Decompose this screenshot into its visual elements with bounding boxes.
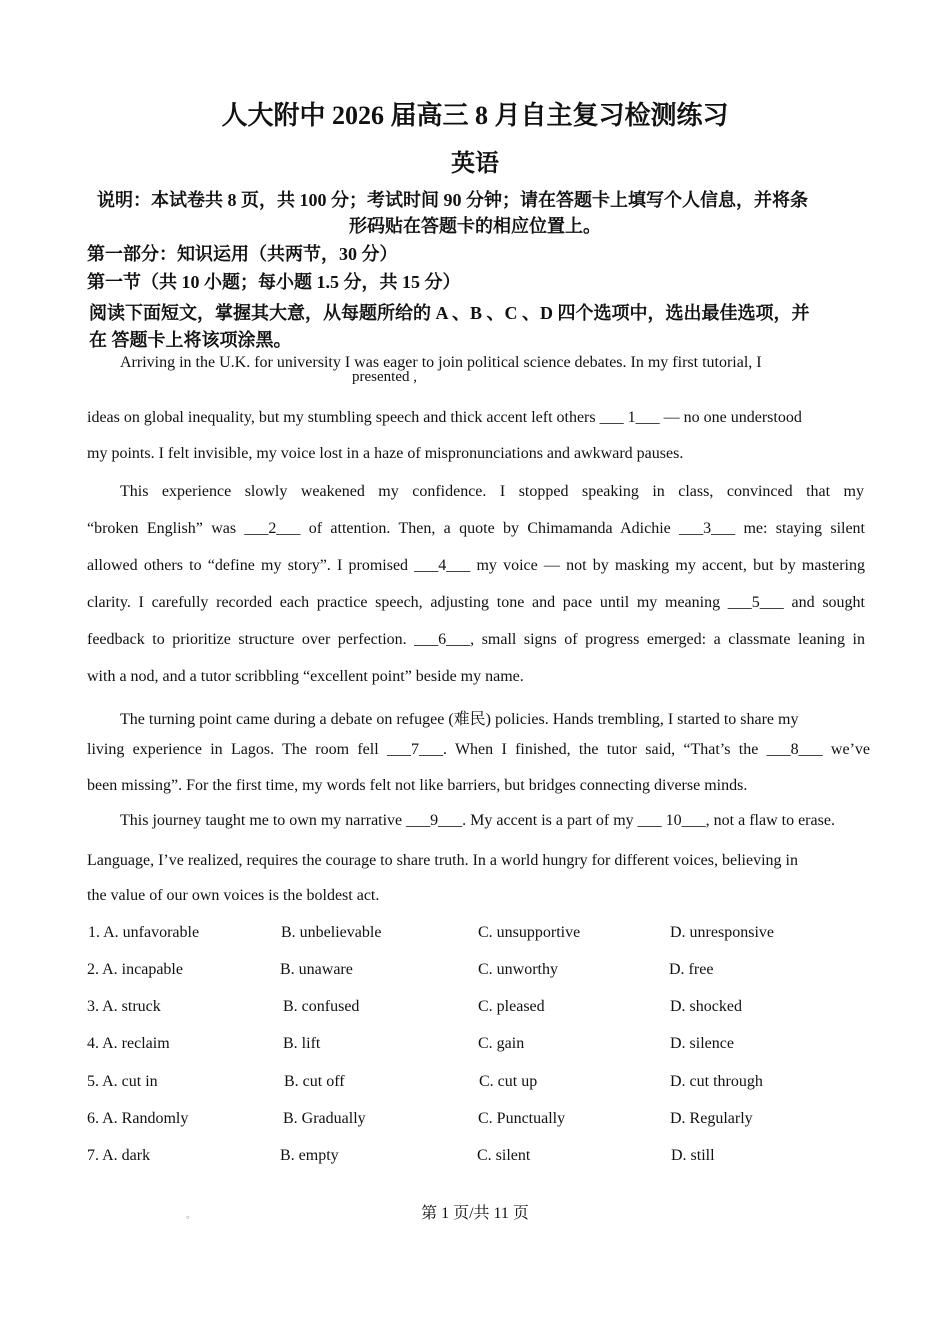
question-5-option-b: B. cut off xyxy=(284,1073,345,1090)
page-footer: 第 1 页/共 11 页 xyxy=(421,1205,529,1222)
passage-p3-line-1: The turning point came during a debate on refugee (难民) policies. Hands trembling, I started to share my xyxy=(120,711,799,728)
question-1-option-d: D. unresponsive xyxy=(670,924,774,941)
question-2-option-a: 2. A. incapable xyxy=(87,961,183,978)
question-4-option-b: B. lift xyxy=(283,1035,321,1052)
question-4-option-d: D. silence xyxy=(670,1035,734,1052)
question-5-option-a: 5. A. cut in xyxy=(87,1073,158,1090)
passage-p3-line-2: living experience in Lagos. The room fell ___7___. When I finished, the tutor said, “That’s the ___8___ we’ve xyxy=(87,741,870,758)
question-2-option-c: C. unworthy xyxy=(478,961,558,978)
question-1-option-a: 1. A. unfavorable xyxy=(88,924,200,941)
directions-line-1: 阅读下面短文，掌握其大意，从每题所给的 A 、B 、C 、D 四个选项中，选出最佳选项，并 xyxy=(89,303,810,323)
question-6-option-b: B. Gradually xyxy=(283,1110,366,1127)
passage-p3-line-3: been missing”. For the first time, my words felt not like barriers, but bridges connecting diverse minds. xyxy=(87,777,748,794)
question-3-option-c: C. pleased xyxy=(478,998,545,1015)
passage-p4-line-2: Language, I’ve realized, requires the courage to share truth. In a world hungry for different voices, believing in xyxy=(87,852,798,869)
question-3-option-d: D. shocked xyxy=(670,998,742,1015)
section-heading: 第一节（共 10 小题；每小题 1.5 分，共 15 分） xyxy=(87,272,461,292)
passage-p1-line-1: Arriving in the U.K. for university I was eager to join political science debates. In my first tutorial, I xyxy=(120,354,762,371)
question-2-option-d: D. free xyxy=(669,961,714,978)
question-5-option-c: C. cut up xyxy=(479,1073,538,1090)
question-6-option-c: C. Punctually xyxy=(478,1110,566,1127)
passage-p4-line-1: This journey taught me to own my narrative ___9___. My accent is a part of my ___ 10___, not a flaw to erase. xyxy=(120,812,835,829)
question-3-option-a: 3. A. struck xyxy=(87,998,161,1015)
passage-p2-line-5: feedback to prioritize structure over perfection. ___6___, small signs of progress emerged: a classmate leaning in xyxy=(87,631,865,648)
footer-dot: 。 xyxy=(186,1210,196,1221)
question-3-option-b: B. confused xyxy=(283,998,360,1015)
passage-p1-line-2: ideas on global inequality, but my stumbling speech and thick accent left others ___ 1___ — no one understood xyxy=(87,409,802,426)
question-1-option-c: C. unsupportive xyxy=(478,924,581,941)
instructions-line-1: 说明：本试卷共 8 页，共 100 分；考试时间 90 分钟；请在答题卡上填写个人信息，并将条 xyxy=(97,190,808,210)
passage-p2-line-3: allowed others to “define my story”. I promised ___4___ my voice — not by masking my accent, but by mastering xyxy=(87,557,865,574)
passage-p2-line-6: with a nod, and a tutor scribbling “excellent point” beside my name. xyxy=(87,668,524,685)
directions-line-2: 在 答题卡上将该项涂黑。 xyxy=(89,330,292,350)
passage-p2-line-2: “broken English” was ___2___ of attention. Then, a quote by Chimamanda Adichie ___3___ me: staying silent xyxy=(87,520,865,537)
subject-title: 英语 xyxy=(451,151,499,177)
exam-title: 人大附中 2026 届高三 8 月自主复习检测练习 xyxy=(221,101,729,130)
passage-p1-presented: presented , xyxy=(352,369,417,385)
question-6-option-a: 6. A. Randomly xyxy=(87,1110,189,1127)
question-4-option-a: 4. A. reclaim xyxy=(87,1035,170,1052)
passage-p2-line-4: clarity. I carefully recorded each practice speech, adjusting tone and pace until my meaning ___5___ and sought xyxy=(87,594,865,611)
question-2-option-b: B. unaware xyxy=(280,961,353,978)
instructions-line-2: 形码贴在答题卡的相应位置上。 xyxy=(349,216,601,236)
question-6-option-d: D. Regularly xyxy=(670,1110,753,1127)
passage-p4-line-3: the value of our own voices is the boldest act. xyxy=(87,887,380,904)
part-heading: 第一部分：知识运用（共两节，30 分） xyxy=(87,244,398,264)
question-7-option-b: B. empty xyxy=(280,1147,339,1164)
question-4-option-c: C. gain xyxy=(478,1035,525,1052)
question-5-option-d: D. cut through xyxy=(670,1073,763,1090)
question-7-option-a: 7. A. dark xyxy=(87,1147,151,1164)
question-7-option-d: D. still xyxy=(671,1147,715,1164)
question-7-option-c: C. silent xyxy=(477,1147,531,1164)
passage-p2-line-1: This experience slowly weakened my confidence. I stopped speaking in class, convinced that my xyxy=(120,483,864,500)
question-1-option-b: B. unbelievable xyxy=(281,924,382,941)
passage-p1-line-3: my points. I felt invisible, my voice lost in a haze of mispronunciations and awkward pauses. xyxy=(87,445,684,462)
